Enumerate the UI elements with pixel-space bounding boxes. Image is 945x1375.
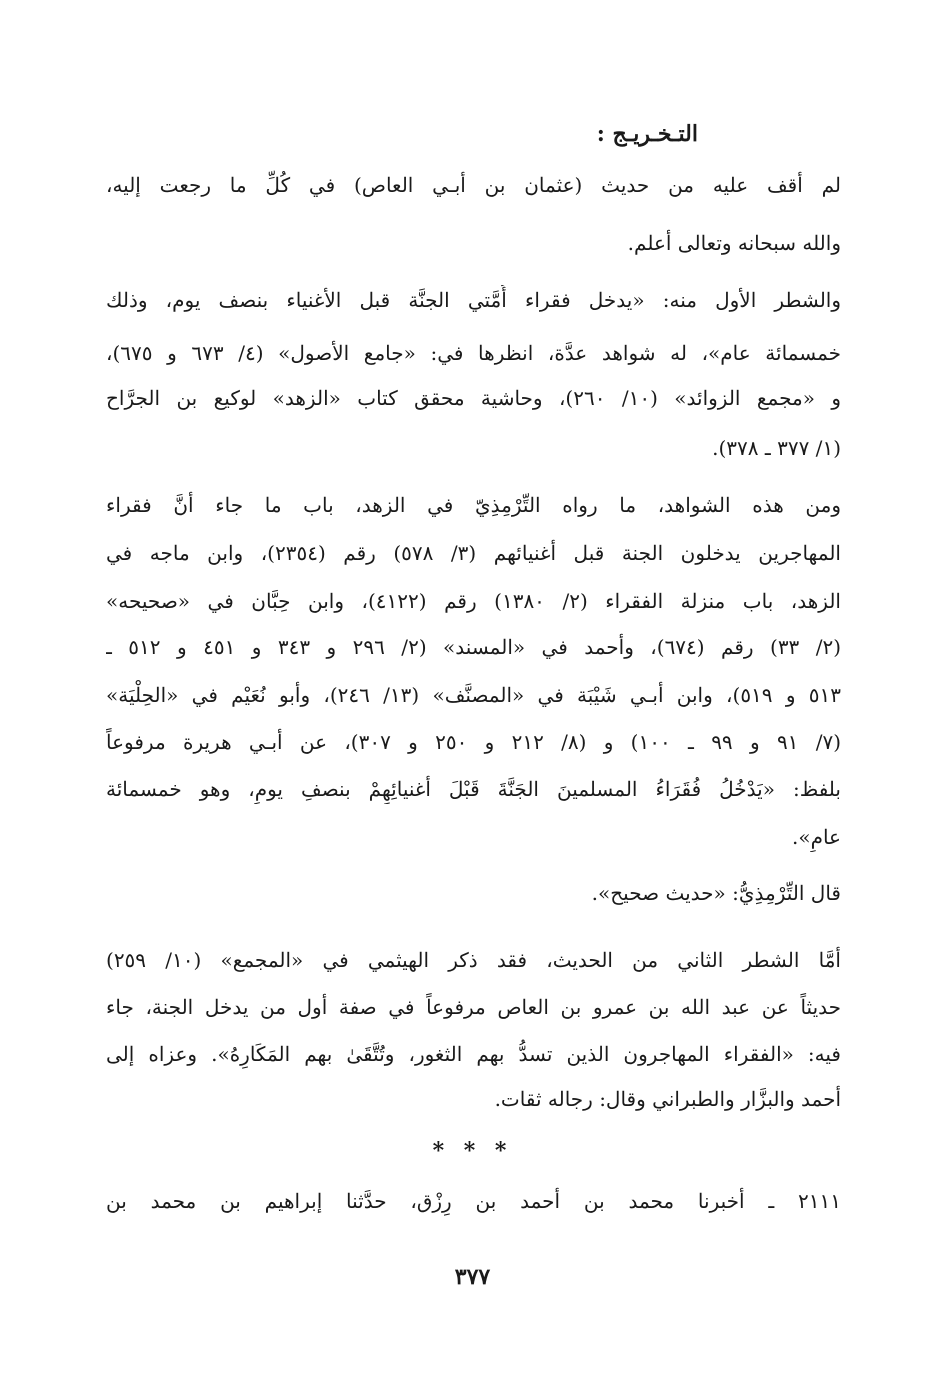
paragraph-5-line-3: فيه: «الفقراء المهاجرون الذين تسدُّ بهم الثغور، وتُتَّقَىٰ بهم المَكَارِهُ». وعزاه إلى <box>106 1042 841 1066</box>
paragraph-4-line-1: قال التِّرْمِذِيُّ: «حديث صحيح». <box>591 881 841 905</box>
paragraph-5-line-4: أحمد والبزَّار والطبراني وقال: رجاله ثقات. <box>494 1087 841 1111</box>
paragraph-3-line-5: ٥١٣ و ٥١٩)، وابن أبـي شَيْبَة في «المصنَّف» (١٣/ ٢٤٦)، وأبو نُعَيْم في «الحِلْيَة» <box>106 683 841 707</box>
paragraph-5-line-1: أمَّا الشطر الثاني من الحديث، فقد ذكر الهيثمي في «المجمع» (١٠/ ٢٥٩) <box>106 948 841 972</box>
paragraph-5-line-2: حديثاً عن عبد الله بن عمرو بن العاص مرفوعاً في صفة أول من يدخل الجنة، جاء <box>106 995 841 1019</box>
paragraph-3-line-6: (٧/ ٩١ و ٩٩ ـ ١٠٠) و (٨/ ٢١٢ و ٢٥٠ و ٣٠٧)، عن أبـي هريرة مرفوعاً <box>106 730 841 754</box>
paragraph-3-line-7: بلفظ: «يَدْخُلُ فُقَرَاءُ المسلمينَ الجَنَّةَ قَبْلَ أغنيائِهِمْ بنصفِ يومٍ، وهو خمسمائة <box>106 777 841 801</box>
paragraph-3-line-4: (٢/ ٣٣) رقم (٦٧٤)، وأحمد في «المسند» (٢/ ٢٩٦ و ٣٤٣ و ٤٥١ و ٥١٢ ـ <box>106 635 841 659</box>
paragraph-2-line-4: (١/ ٣٧٧ ـ ٣٧٨). <box>712 436 841 460</box>
paragraph-3-line-3: الزهد، باب منزلة الفقراء (٢/ ١٣٨٠) رقم (٤١٢٢)، وابن حِبَّان في «صحيحه» <box>106 589 841 613</box>
paragraph-1-line-1: لم أقف عليه من حديث (عثمان بن أبـي العاص) في كُلِّ ما رجعت إليه، <box>106 173 841 197</box>
hadith-2111-line: ٢١١١ ـ أخبرنا محمد بن أحمد بن رِزْق، حدَّثنا إبراهيم بن محمد بن <box>106 1189 841 1213</box>
paragraph-2-line-1: والشطر الأول منه: «يدخل فقراء أُمَّتي الجنَّة قبل الأغنياء بنصف يوم، وذلك <box>106 288 841 312</box>
section-separator: * * * <box>432 1138 513 1164</box>
paragraph-3-line-8: عامٍ». <box>791 825 841 849</box>
paragraph-2-line-3: و «مجمع الزوائد» (١٠/ ٢٦٠)، وحاشية محقق كتاب «الزهد» لوكيع بن الجرَّاح <box>106 386 841 410</box>
paragraph-3-line-1: ومن هذه الشواهد، ما رواه التِّرْمِذِيّ في الزهد، باب ما جاء أنَّ فقراء <box>106 493 841 517</box>
paragraph-2-line-2: خمسمائة عام»، له شواهد عدَّة، انظرها في: «جامع الأصول» (٤/ ٦٧٣ و ٦٧٥)، <box>106 341 841 365</box>
paragraph-1-line-2: والله سبحانه وتعالى أعلم. <box>627 231 841 255</box>
page-number: ٣٧٧ <box>454 1264 491 1290</box>
paragraph-3-line-2: المهاجرين يدخلون الجنة قبل أغنيائهم (٣/ ٥٧٨) رقم (٢٣٥٤)، وابن ماجه في <box>106 541 841 565</box>
section-heading: التـخـريـج : <box>596 121 698 147</box>
